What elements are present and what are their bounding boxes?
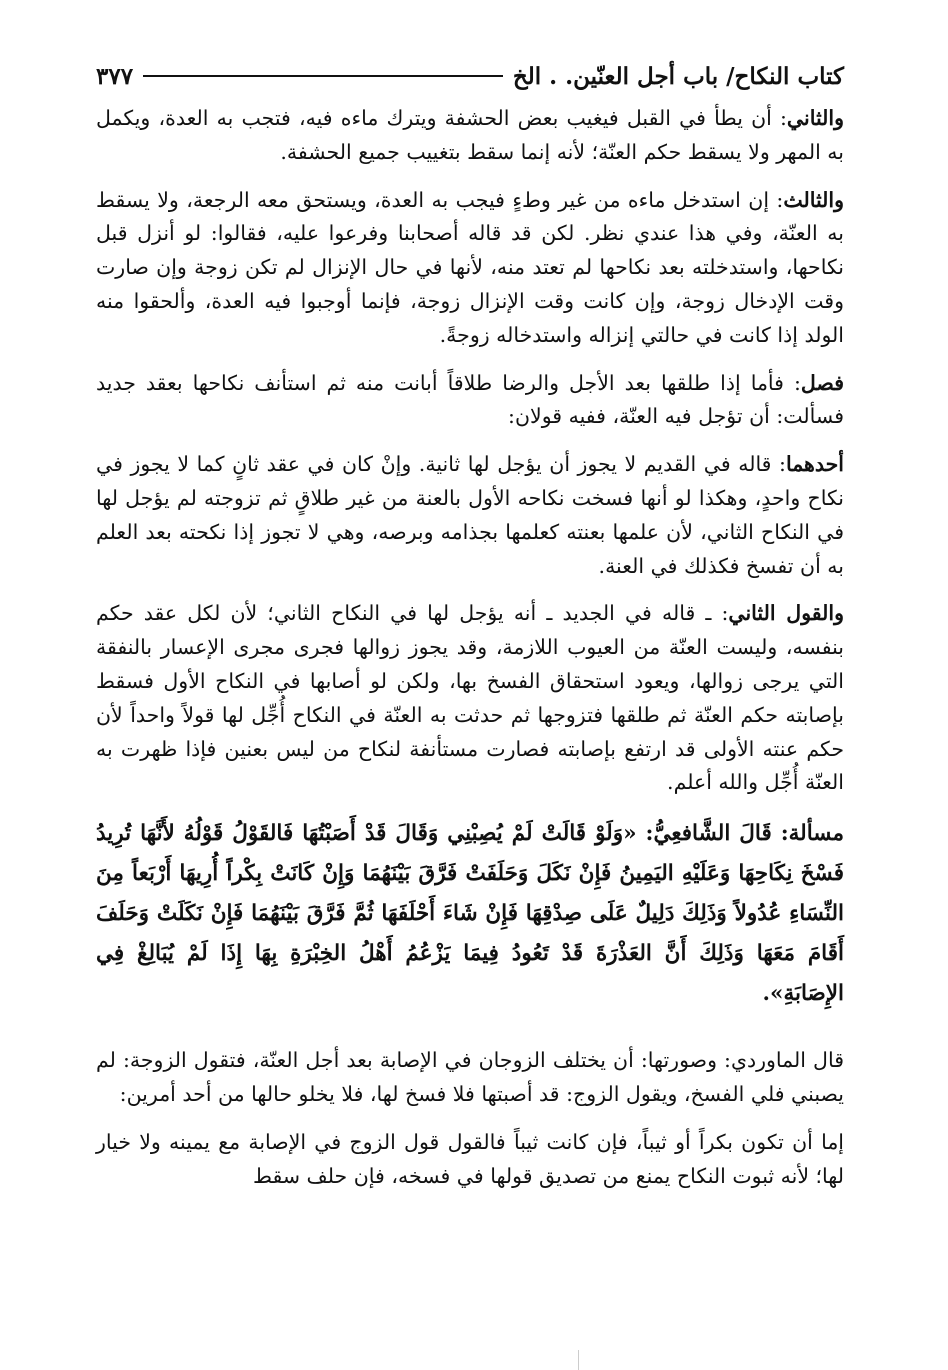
paragraph-second bbox=[96, 102, 844, 170]
paragraph-lead: والثالث bbox=[783, 187, 844, 212]
paragraph-second-opinion bbox=[96, 597, 844, 800]
paragraph-lead: أحدهما bbox=[785, 452, 844, 477]
header-rule bbox=[143, 75, 503, 77]
margin-mark bbox=[578, 1350, 583, 1370]
paragraph-mawardi bbox=[96, 1044, 844, 1112]
paragraph-text: : ـ قاله في الجديد ـ أنه يؤجل لها في النكاح الثاني؛ لأن لكل عقد حكم بنفسه، وليست العنّة من العيوب اللازمة، وقد يجوز زوالها فجرى مجرى الإعسار بالنفقة التي يرجى زوالها، ويعود استحقاق الفسخ بها، ولكن لو أصابها في النكاح الأول فسقط بإصابته حكم العنّة ثم طلقها فتزوجها ثم حدثت به العنّة في النكاح أُجِّل لها قولاً واحداً لأن حكم عنته الأولى قد ارتفع بإصابته فصارت مستأنفة لنكاح من ليس بعنين فإذا ظهرت به العنّة أُجِّل والله أعلم. bbox=[96, 601, 844, 795]
body-text bbox=[96, 102, 844, 1193]
paragraph-text: إما أن تكون بكراً أو ثيباً، فإن كانت ثيباً فالقول قول الزوج في الإصابة مع يمينه ولا خيار لها؛ لأنه ثبوت النكاح يمنع من تصديق قولها في فسخه، فإن حلف سقط bbox=[96, 1129, 844, 1188]
paragraph-lead: والقول الثاني bbox=[728, 601, 844, 626]
paragraph-text: : أن يطأ في القبل فيغيب بعض الحشفة ويترك ماءه فيه، فتجب به العدة، ويكمل به المهر ولا يسقط حكم العنّة؛ لأنه إنما سقط بتغييب جميع الحشفة. bbox=[96, 106, 844, 164]
paragraph-lead: مسألة: قَالَ الشَّافعِيُّ bbox=[653, 821, 844, 847]
paragraph-lead: فصل bbox=[800, 370, 844, 395]
running-title: كتاب النكاح/ باب أجل العنّين. . الخ bbox=[512, 62, 844, 90]
paragraph-third bbox=[96, 184, 844, 353]
paragraph-lead: والثاني bbox=[786, 106, 844, 130]
document-page bbox=[96, 54, 844, 1207]
paragraph-masala bbox=[96, 814, 844, 1014]
paragraph-final bbox=[96, 1126, 844, 1194]
paragraph-text: : قاله في القديم لا يجوز أن يؤجل لها ثانية. وإنْ كان في عقد ثانٍ كما لا يجوز في نكاح واحدٍ، وهكذا لو أنها فسخت نكاحه الأول بالعنة من غير طلاقٍ ثم تزوجته لم يؤجل لها في النكاح الثاني، لأن علمها بعنته كعلمها بجذامه وبرصه، وهي لا تجوز إذا نكحته بعد العلم به أن تفسخ فكذلك في العنة. bbox=[96, 452, 844, 578]
paragraph-text: قال الماوردي: وصورتها: أن يختلف الزوجان في الإصابة بعد أجل العنّة، فتقول الزوجة: لم يصبني فلي الفسخ، ويقول الزوج: قد أصبتها فلا فسخ لها، فلا يخلو حالها من أحد أمرين: bbox=[96, 1048, 844, 1106]
paragraph-text: : «وَلَوْ قَالَتْ لَمْ يُصِبْنِي وَقَالَ قَدْ أَصَبْتُهَا فَالقَوْلُ قَوْلُهُ لأَنَّهَا تُرِيدُ فَسْخَ نِكَاحِهَا وَعَلَيْهِ اليَمِينُ فَإِنْ نَكَلَ وَحَلَفَتْ فَرَّقَ بَيْنَهُمَا وَإِنْ كَانَتْ بِكْراً أُرِيهَا أَرْبَعاً مِنَ النِّسَاءِ عُدُولاً وَذَلِكَ دَلِيلٌ عَلَى صِدْقِهَا فَإِنْ شَاءَ أَحْلَفَهَا ثُمَّ فَرَّقَ بَيْنَهُمَا فَإِنْ نَكَلَتْ وَحَلَفَ أَقَامَ مَعَهَا وَذَلِكَ أَنَّ العَذْرَةَ قَدْ تَعُودُ فِيمَا يَزْعُمُ أَهْلُ الخِبْرَةِ بِهَا إِذَا لَمْ يُبَالِغْ فِي الإِصَابَةِ». bbox=[96, 821, 844, 1007]
paragraph-first-opinion bbox=[96, 448, 844, 583]
paragraph-text: : إن استدخل ماءه من غير وطءٍ فيجب به العدة، ويستحق معه الرجعة، ولا يسقط به العنّة، وفي هذا عندي نظر. لكن قد قاله أصحابنا وفرعوا عليه، فقالوا: لو أنزل قبل نكاحها، واستدخلته بعد نكاحها لم تعتد منه، لأنها في حال الإنزال لم تكن زوجة وإن صارت وقت الإدخال زوجة، وإن كانت وقت الإنزال زوجة، فإنما أوجبوا فيه العدة، وألحقوا منه الولد إذا كانت في حالتي إنزاله واستدخاله زوجةً. bbox=[96, 187, 844, 347]
paragraph-text: : فأما إذا طلقها بعد الأجل والرضا طلاقاً أبانت منه ثم استأنف نكاحها بعقد جديد فسألت: أن تؤجل فيه العنّة، ففيه قولان: bbox=[96, 370, 844, 429]
paragraph-fasl bbox=[96, 367, 844, 435]
page-number: ٣٧٧ bbox=[96, 62, 134, 90]
page-header bbox=[96, 54, 844, 98]
